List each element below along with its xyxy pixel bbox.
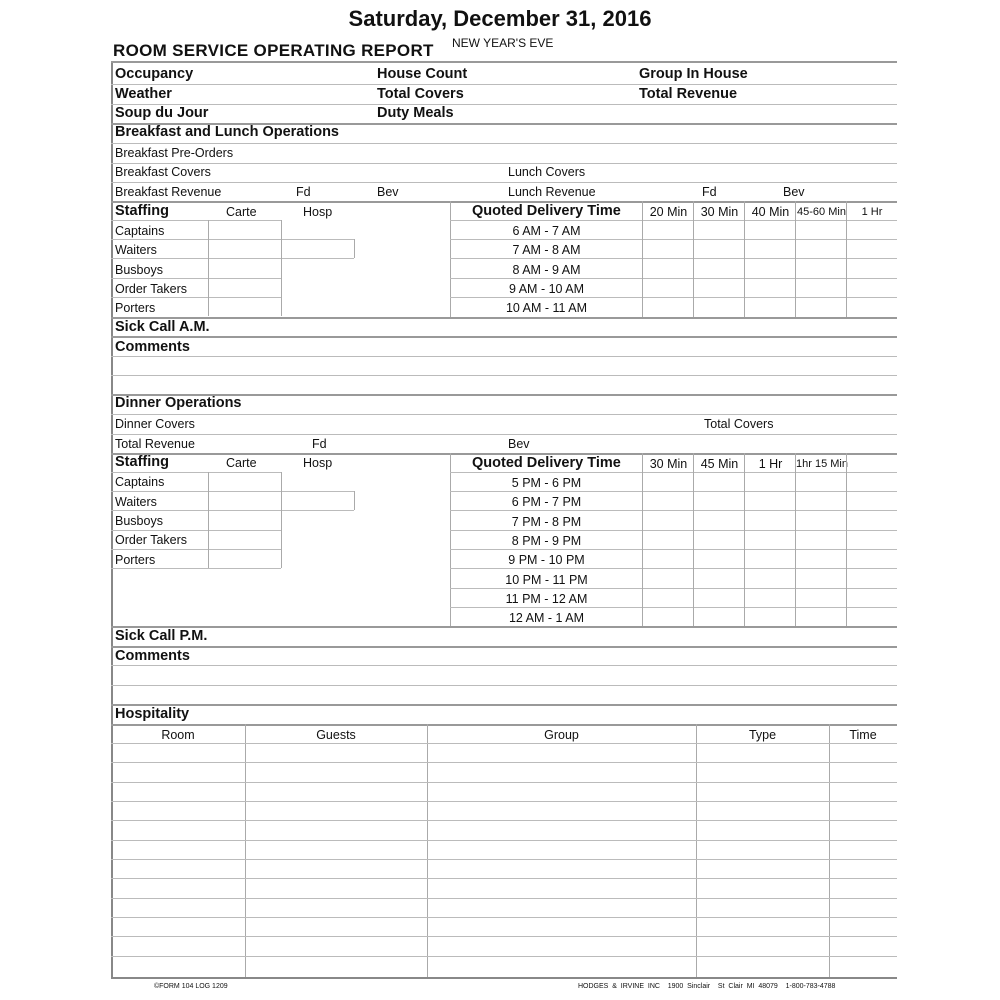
total-covers-label: Total Covers bbox=[377, 86, 464, 102]
am-role-order-takers: Order Takers bbox=[115, 282, 188, 296]
am-quoted-delivery-title: Quoted Delivery Time bbox=[472, 203, 621, 219]
lunch-revenue-label: Lunch Revenue bbox=[508, 185, 596, 199]
pm-role-busboys: Busboys bbox=[115, 514, 163, 528]
am-carte-label: Carte bbox=[226, 205, 257, 219]
breakfast-covers-label: Breakfast Covers bbox=[115, 165, 211, 179]
am-col-40-min: 40 Min bbox=[751, 205, 790, 219]
am-time-6-7: 6 AM - 7 AM bbox=[512, 224, 581, 238]
hosp-col-type: Type bbox=[748, 728, 777, 742]
am-col-20-min: 20 Min bbox=[649, 205, 688, 219]
pm-time-6-7: 6 PM - 7 PM bbox=[511, 495, 582, 509]
breakfast-fd-label: Fd bbox=[296, 185, 311, 199]
hosp-col-room: Room bbox=[161, 728, 195, 742]
pm-col-45-min: 45 Min bbox=[700, 457, 739, 471]
breakfast-revenue-label: Breakfast Revenue bbox=[115, 185, 222, 199]
am-role-waiters: Waiters bbox=[115, 243, 157, 257]
pm-time-7-8: 7 PM - 8 PM bbox=[511, 515, 582, 529]
sick-call-am-label: Sick Call A.M. bbox=[115, 319, 210, 335]
footer-publisher: HODGES & IRVINE INC 1900 Sinclair St Clair MI 48079 1-800-783-4788 bbox=[578, 983, 836, 990]
house-count-label: House Count bbox=[377, 66, 468, 82]
lunch-fd-label: Fd bbox=[702, 185, 717, 199]
hosp-col-guests: Guests bbox=[316, 728, 356, 742]
occupancy-label: Occupancy bbox=[115, 66, 194, 82]
am-role-busboys: Busboys bbox=[115, 263, 163, 277]
lunch-bev-label: Bev bbox=[783, 185, 805, 199]
breakfast-bev-label: Bev bbox=[377, 185, 399, 199]
pm-col-1hr-15-min: 1hr 15 Min bbox=[796, 458, 848, 470]
am-col-45-60-min: 45-60 Min bbox=[797, 206, 846, 218]
total-revenue-label: Total Revenue bbox=[639, 86, 738, 102]
am-time-8-9: 8 AM - 9 AM bbox=[512, 263, 581, 277]
pm-col-30-min: 30 Min bbox=[649, 457, 688, 471]
pm-time-12-1: 12 AM - 1 AM bbox=[508, 611, 585, 625]
occasion-label: NEW YEAR'S EVE bbox=[452, 36, 554, 50]
sick-call-pm-label: Sick Call P.M. bbox=[115, 628, 208, 644]
pm-quoted-delivery-title: Quoted Delivery Time bbox=[472, 455, 621, 471]
group-in-house-label: Group In House bbox=[639, 66, 748, 82]
am-time-9-10: 9 AM - 10 AM bbox=[508, 282, 585, 296]
pm-carte-label: Carte bbox=[226, 456, 257, 470]
am-hosp-label: Hosp bbox=[303, 205, 333, 219]
pm-role-order-takers: Order Takers bbox=[115, 533, 188, 547]
duty-meals-label: Duty Meals bbox=[377, 105, 454, 121]
pm-time-5-6: 5 PM - 6 PM bbox=[511, 476, 582, 490]
am-comments-label: Comments bbox=[115, 339, 190, 355]
am-col-1-hr: 1 Hr bbox=[861, 206, 883, 218]
dinner-covers-label: Dinner Covers bbox=[115, 417, 195, 431]
am-col-30-min: 30 Min bbox=[700, 205, 739, 219]
hosp-col-time: Time bbox=[849, 728, 877, 742]
dinner-heading: Dinner Operations bbox=[115, 395, 242, 411]
weather-label: Weather bbox=[115, 86, 172, 102]
hosp-col-group: Group bbox=[544, 728, 579, 742]
pm-role-waiters: Waiters bbox=[115, 495, 157, 509]
hospitality-heading: Hospitality bbox=[115, 706, 190, 722]
pm-staffing-label: Staffing bbox=[115, 454, 169, 470]
lunch-covers-label: Lunch Covers bbox=[508, 165, 586, 179]
am-time-10-11: 10 AM - 11 AM bbox=[505, 301, 588, 315]
soup-du-jour-label: Soup du Jour bbox=[115, 105, 209, 121]
dinner-total-revenue-label: Total Revenue bbox=[115, 437, 195, 451]
pm-time-9-10: 9 PM - 10 PM bbox=[508, 553, 585, 567]
dinner-bev-label: Bev bbox=[508, 437, 530, 451]
breakfast-lunch-heading: Breakfast and Lunch Operations bbox=[115, 124, 339, 140]
breakfast-pre-orders-label: Breakfast Pre-Orders bbox=[115, 146, 234, 160]
report-date: Saturday, December 31, 2016 bbox=[348, 6, 652, 31]
pm-comments-label: Comments bbox=[115, 648, 190, 664]
report-title: ROOM SERVICE OPERATING REPORT bbox=[113, 41, 434, 60]
pm-role-porters: Porters bbox=[115, 553, 156, 567]
am-staffing-label: Staffing bbox=[115, 203, 169, 219]
dinner-fd-label: Fd bbox=[312, 437, 327, 451]
pm-hosp-label: Hosp bbox=[303, 456, 333, 470]
pm-time-8-9: 8 PM - 9 PM bbox=[511, 534, 582, 548]
am-time-7-8: 7 AM - 8 AM bbox=[512, 243, 581, 257]
pm-time-10-11: 10 PM - 11 PM bbox=[505, 573, 588, 587]
pm-role-captains: Captains bbox=[115, 475, 165, 489]
dinner-total-covers-label: Total Covers bbox=[704, 417, 774, 431]
am-role-porters: Porters bbox=[115, 301, 156, 315]
pm-col-1-hr: 1 Hr bbox=[758, 457, 783, 471]
pm-time-11-12: 11 PM - 12 AM bbox=[505, 592, 588, 606]
am-role-captains: Captains bbox=[115, 224, 165, 238]
footer-form-number: ©FORM 104 LOG 1209 bbox=[154, 983, 228, 990]
